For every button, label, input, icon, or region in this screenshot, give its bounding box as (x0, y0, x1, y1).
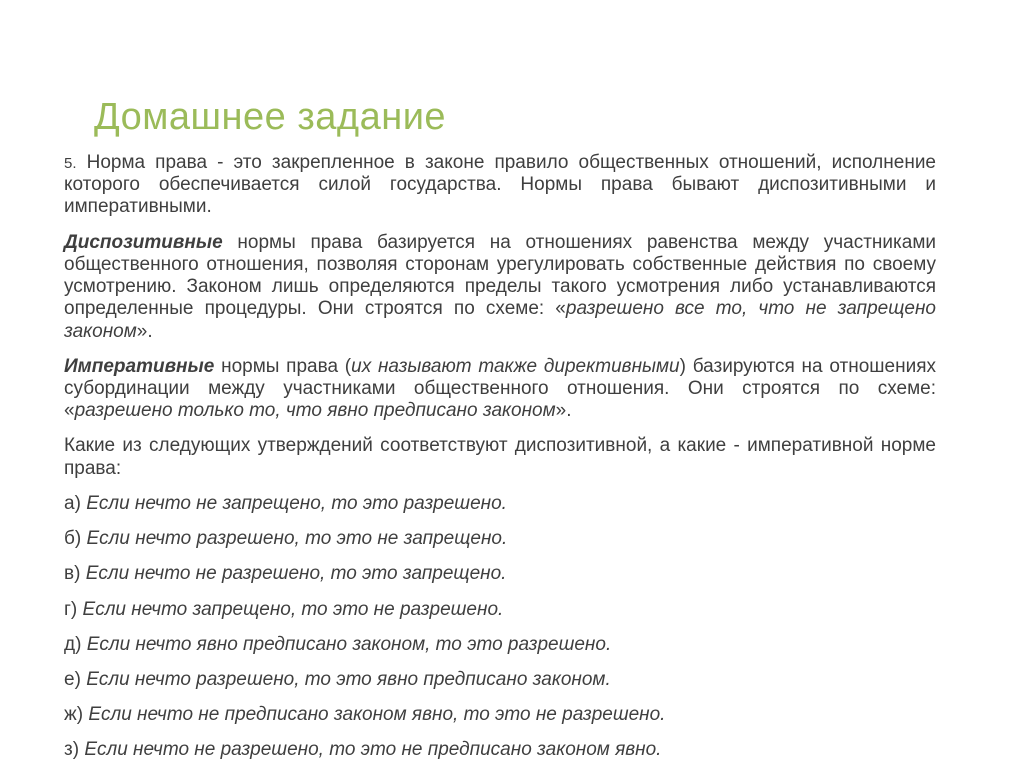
item-letter: е) (64, 668, 81, 690)
paragraph-dispositive-tail: ». (136, 320, 153, 342)
list-item-g (64, 599, 936, 621)
item-letter: б) (64, 528, 82, 550)
paragraph-imperative-text-1: нормы права ( (214, 355, 352, 377)
paragraph-question: Какие из следующих утверждений соответствуют диспозитивной, а какие - императивной норме права: (64, 435, 936, 479)
term-dispositive: Диспозитивные (64, 231, 223, 253)
paragraph-dispositive (64, 232, 936, 343)
paragraph-imperative-tail: ». (555, 400, 572, 422)
item-text: Если нечто не предписано законом явно, то это не разрешено. (88, 704, 666, 726)
list-item-e (64, 669, 936, 691)
item-letter: а) (64, 492, 81, 514)
item-text: Если нечто явно предписано законом, то это разрешено. (86, 633, 612, 655)
list-item-b (64, 528, 936, 550)
list-item-a (64, 493, 936, 515)
imperative-alt-name: их называют также директивными (351, 355, 680, 377)
item-text: Если нечто запрещено, то это не разрешено. (82, 598, 504, 620)
paragraph-imperative-text-2: ) базируются на отношениях субординации между участниками общественного отношения. Они строятся по схеме: « (64, 355, 936, 422)
item-text: Если нечто не разрешено, то это не предписано законом явно. (84, 739, 662, 761)
dispositive-scheme-quote: разрешено все то, что не запрещено законом (64, 298, 936, 342)
paragraph-imperative (64, 356, 936, 423)
list-item-zh (64, 704, 936, 726)
slide-body (64, 152, 936, 775)
item-letter: д) (64, 633, 82, 655)
item-letter: з) (64, 739, 80, 761)
item-text: Если нечто разрешено, то это не запрещено. (86, 528, 508, 550)
paragraph-definition-text: Норма права - это закрепленное в законе правило общественных отношений, исполнение которого обеспечивается силой государства. Нормы права бывают диспозитивными и императивными. (64, 152, 936, 218)
item-letter: г) (64, 598, 78, 620)
imperative-scheme-quote: разрешено только то, что явно предписано законом (74, 400, 556, 422)
list-item-z (64, 739, 936, 761)
list-item-v (64, 563, 936, 585)
paragraph-definition (64, 152, 936, 219)
statements-list (64, 493, 936, 762)
item-text: Если нечто разрешено, то это явно предписано законом. (86, 668, 611, 690)
list-item-d (64, 634, 936, 656)
paragraph-dispositive-text: нормы права базируется на отношениях равенства между участниками общественного отношения, позволяя сторонам урегулировать собственные действия по своему усмотрению. Законом лишь определяются пределы такого усмотрения либо устанавливаются определенные процедуры. Они строятся по схеме: « (64, 231, 936, 320)
term-imperative: Императивные (64, 355, 215, 377)
item-text: Если нечто не разрешено, то это запрещено. (85, 563, 507, 585)
slide-title: Домашнее задание (94, 96, 447, 138)
task-number: 5. (64, 155, 77, 172)
item-text: Если нечто не запрещено, то это разрешено. (86, 492, 507, 514)
item-letter: ж) (64, 704, 84, 726)
item-letter: в) (64, 563, 81, 585)
